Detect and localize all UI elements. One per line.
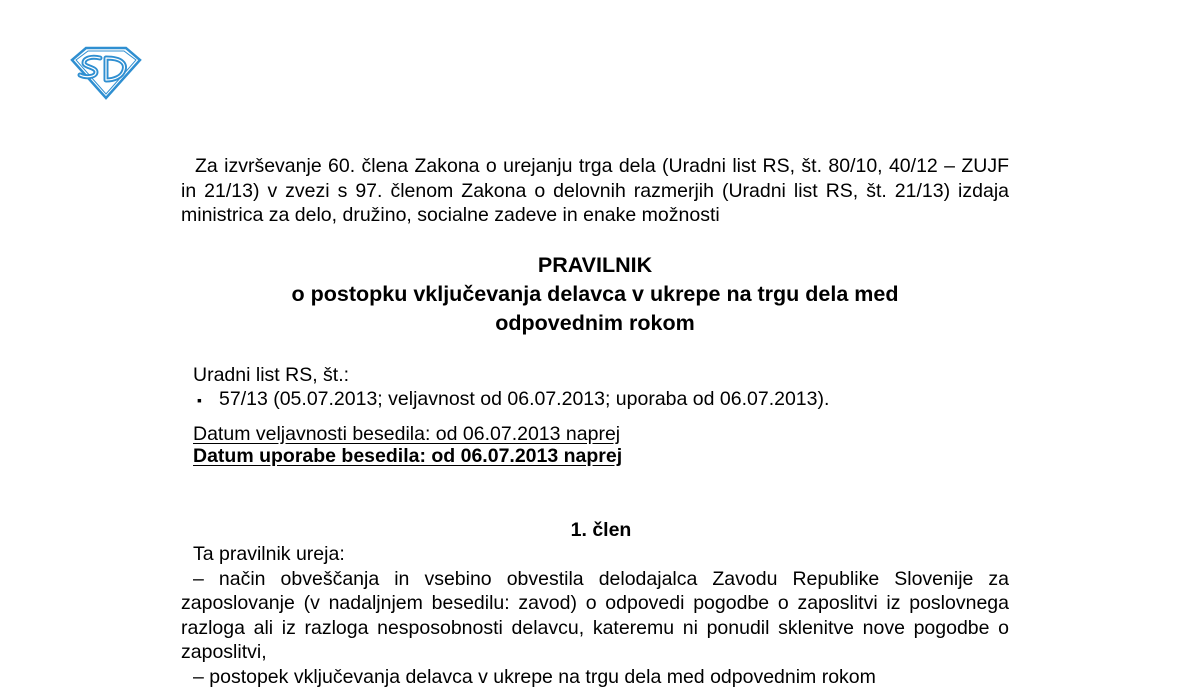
- article-intro: Ta pravilnik ureja:: [193, 543, 345, 565]
- document-title: [181, 251, 1009, 338]
- gazette-item: [193, 387, 1009, 413]
- article-paragraph-2: [181, 665, 1009, 690]
- use-date: Datum uporabe besedila: od 06.07.2013 naprej: [193, 444, 623, 467]
- article-heading: 1. člen: [570, 518, 632, 541]
- title-main: PRAVILNIK: [537, 252, 653, 277]
- gazette-item-text: 57/13 (05.07.2013; veljavnost od 06.07.2013; uporaba od 06.07.2013).: [219, 388, 830, 410]
- validity-date: Datum veljavnosti besedila: od 06.07.2013 naprej: [193, 422, 621, 445]
- logo: [70, 44, 142, 100]
- intro-paragraph: Za izvrševanje 60. člena Zakona o urejanju trga dela (Uradni list RS, št. 80/10, 40/12 – ZUJF in 21/13) v zvezi s 97. členom Zakona o delovnih razmerjih (Uradni list RS, št. 21/13) izdaja ministrica za delo, družino, socialne zadeve in enake možnosti: [181, 155, 1009, 226]
- document-body: [181, 154, 1009, 689]
- article-paragraph-2-text: – postopek vključevanja delavca v ukrepe na trgu dela med odpovednim rokom: [193, 665, 876, 688]
- diamond-logo-icon: [70, 44, 142, 100]
- title-line-1: o postopku vključevanja delavca v ukrepe na trgu dela med: [291, 281, 899, 306]
- gazette-label: Uradni list RS, št.:: [193, 363, 350, 386]
- bullet-icon: ▪: [197, 392, 202, 408]
- gazette-reference: [181, 363, 1009, 413]
- validity-dates: [181, 423, 1009, 467]
- title-line-2: odpovednim rokom: [495, 310, 695, 335]
- article-paragraph-1: [181, 567, 1009, 665]
- article-paragraph-1-text: – način obveščanja in vsebino obvestila delodajalca Zavodu Republike Slovenije za zaposlovanje (v nadaljnjem besedilu: zavod) o odpovedi pogodbe o zaposlitvi iz poslovnega razloga ali iz razloga nesposobnosti delavcu, kateremu ni ponudil sklenitve nove pogodbe o zaposlitvi,: [181, 567, 1009, 663]
